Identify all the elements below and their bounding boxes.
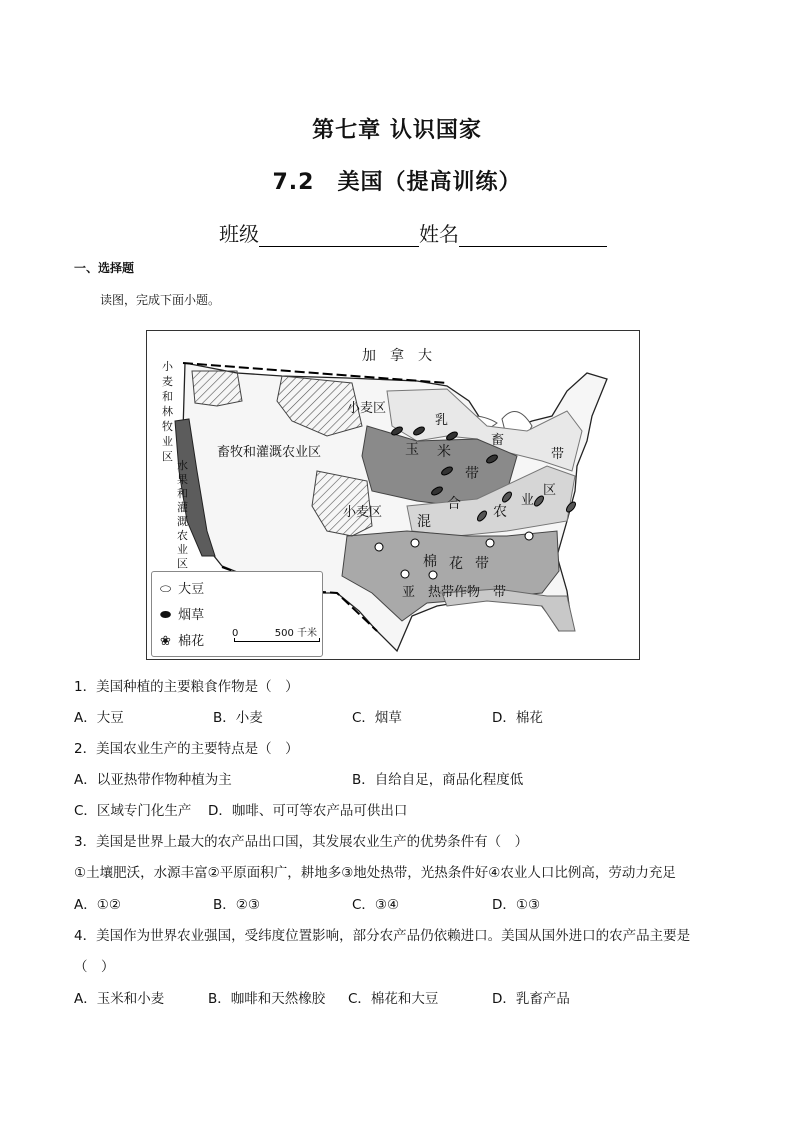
q1-option-d[interactable]: D．棉花 <box>492 710 543 726</box>
label-dairy-4: 带 <box>551 447 565 462</box>
label-corn-3: 带 <box>465 466 479 482</box>
label-wheat-south: 小麦区 <box>343 505 383 520</box>
label-char: 果 <box>177 473 188 486</box>
soybean-icon <box>390 425 403 436</box>
q1-option-a[interactable]: A．大豆 <box>74 710 124 726</box>
label-char: 和 <box>177 487 188 500</box>
question-4-stem-cont: （ ） <box>74 959 115 975</box>
name-label: 姓名 <box>419 222 459 246</box>
q4-option-c[interactable]: C．棉花和大豆 <box>348 991 439 1007</box>
label-canada: 加 拿 大 <box>362 348 432 364</box>
legend-label: 棉花 <box>178 634 205 649</box>
q4-option-a[interactable]: A．玉米和小麦 <box>74 991 165 1007</box>
legend-label: 大豆 <box>178 582 205 597</box>
legend-item-soybean <box>160 578 204 597</box>
q2-option-a[interactable]: A．以亚热带作物种植为主 <box>74 772 232 788</box>
label-dairy-5: 区 <box>543 483 557 498</box>
cotton-icon <box>429 571 437 579</box>
soybean-icon <box>485 453 498 464</box>
class-label: 班级 <box>219 222 259 246</box>
q3-option-b[interactable]: B．②③ <box>213 897 260 913</box>
label-ranching: 畜牧和灌溉农业区 <box>217 445 322 460</box>
scale-value: 500 千米 <box>274 628 318 639</box>
instruction-text: 读图，完成下面小题。 <box>100 293 221 307</box>
cotton-icon <box>411 539 419 547</box>
label-cotton-2: 花 <box>449 556 463 572</box>
q2-option-b[interactable]: B．自给自足，商品化程度低 <box>352 772 524 788</box>
cotton-icon <box>401 570 409 578</box>
label-mixed-1: 混 <box>417 514 431 530</box>
q1-option-c[interactable]: C．烟草 <box>352 710 402 726</box>
label-char: 和 <box>162 390 173 403</box>
q3-option-d[interactable]: D．①③ <box>492 897 541 913</box>
cotton-icon <box>486 539 494 547</box>
label-char: 小 <box>162 360 173 373</box>
label-corn-1: 玉 <box>405 442 419 458</box>
cotton-icon: ❀ <box>160 634 171 649</box>
map-scale <box>232 624 317 639</box>
scale-zero: 0 <box>232 628 239 639</box>
question-4-stem: 4．美国作为世界农业强国，受纬度位置影响，部分农产品仍依赖进口。美国从国外进口的农产品主要是 <box>74 928 691 944</box>
chapter-title: 第七章 认识国家 <box>312 118 482 143</box>
label-dairy-3: 业 <box>521 493 535 508</box>
label-dairy-1: 乳 <box>435 413 449 428</box>
cotton-icon <box>525 532 533 540</box>
q3-option-a[interactable]: A．①② <box>74 897 121 913</box>
label-wheat-north: 小麦区 <box>347 401 387 416</box>
soybean-icon <box>440 465 453 476</box>
question-3-statements: ①土壤肥沃，水源丰富②平原面积广，耕地多③地处热带，光热条件好④农业人口比例高，劳动力充足 <box>74 865 676 881</box>
map-legend <box>151 571 323 657</box>
tobacco-icon <box>533 494 545 507</box>
q1-option-b[interactable]: B．小麦 <box>213 710 263 726</box>
label-char: 牧 <box>162 420 173 433</box>
soybean-icon <box>430 485 443 496</box>
scale-bar <box>234 638 320 642</box>
tobacco-icon <box>476 509 488 522</box>
label-cotton-1: 棉 <box>423 554 437 570</box>
legend-label: 烟草 <box>178 608 205 623</box>
label-char: 农 <box>177 529 188 542</box>
label-corn-2: 米 <box>437 444 451 460</box>
label-char: 麦 <box>162 375 173 388</box>
q3-option-c[interactable]: C．③④ <box>352 897 400 913</box>
label-char: 水 <box>177 459 188 472</box>
soybean-icon <box>412 425 425 436</box>
label-char: 灌 <box>177 501 188 514</box>
class-field[interactable] <box>259 226 419 247</box>
soybean-icon: ⬭ <box>160 582 172 597</box>
section-title: 一、选择题 <box>74 261 135 275</box>
label-char: 区 <box>162 450 173 463</box>
label-char: 林 <box>162 405 173 418</box>
legend-item-cotton <box>160 630 204 649</box>
name-field[interactable] <box>459 226 607 247</box>
tobacco-icon <box>501 490 513 503</box>
question-2-stem: 2．美国农业生产的主要特点是（ ） <box>74 741 299 757</box>
lesson-title: 7.2 美国（提高训练） <box>272 170 522 195</box>
label-char: 区 <box>177 557 188 570</box>
label-dairy-2: 畜 <box>491 433 505 448</box>
q2-option-c[interactable]: C．区域专门化生产 <box>74 803 192 819</box>
label-subtropical: 亚 热带作物 带 <box>402 585 507 600</box>
cotton-icon <box>375 543 383 551</box>
q4-option-b[interactable]: B．咖啡和天然橡胶 <box>208 991 326 1007</box>
q2-option-d[interactable]: D．咖啡、可可等农产品可供出口 <box>208 803 408 819</box>
tobacco-icon <box>565 500 577 513</box>
label-char: 业 <box>162 435 173 448</box>
tobacco-icon: ⬬ <box>160 608 172 623</box>
question-3-stem: 3．美国是世界上最大的农产品出口国，其发展农业生产的优势条件有（ ） <box>74 834 529 850</box>
q4-option-d[interactable]: D．乳畜产品 <box>492 991 570 1007</box>
label-cotton-3: 带 <box>475 556 489 572</box>
soybean-icon <box>445 430 458 441</box>
usa-agriculture-map <box>146 330 640 660</box>
student-info-line <box>219 218 607 247</box>
label-mixed-3: 农 <box>493 504 507 520</box>
label-mixed-2: 合 <box>447 496 461 512</box>
label-char: 溉 <box>177 515 188 528</box>
legend-item-tobacco <box>160 604 204 623</box>
question-1-stem: 1．美国种植的主要粮食作物是（ ） <box>74 679 299 695</box>
label-char: 业 <box>177 543 188 556</box>
